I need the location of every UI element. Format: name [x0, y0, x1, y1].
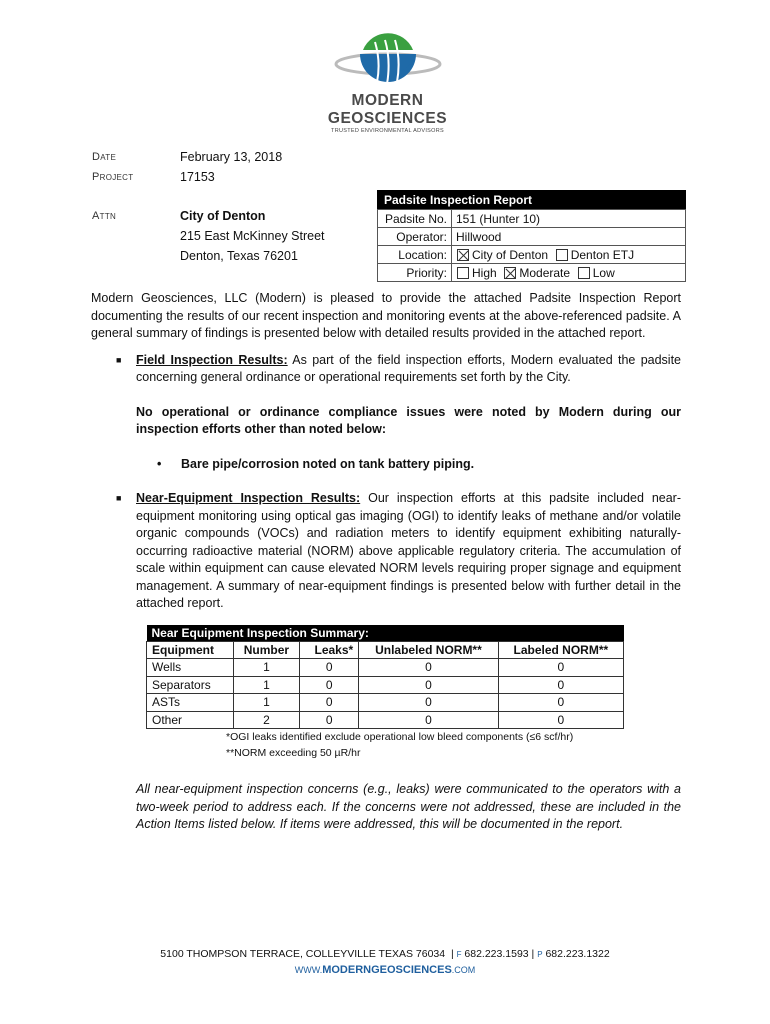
location-options [452, 246, 686, 264]
cell: 1 [233, 694, 300, 712]
cell: 0 [359, 659, 498, 677]
operator-label: Operator: [378, 228, 452, 246]
cell: Wells [147, 659, 234, 677]
footer-address: 5100 THOMPSON TERRACE, COLLEYVILLE TEXAS 76034 [160, 948, 446, 960]
near-section [91, 490, 681, 613]
cell: 1 [233, 659, 300, 677]
web-prefix: WWW. [294, 965, 323, 975]
cell: 0 [498, 694, 623, 712]
cell: Other [147, 711, 234, 729]
bullet-dot-icon: • [157, 456, 162, 471]
operator-value: Hillwood [452, 228, 686, 246]
cell: 1 [233, 676, 300, 694]
phone-number: 682.223.1322 [545, 948, 610, 960]
brand-tagline: TRUSTED ENVIRONMENTAL ADVISORS [331, 128, 444, 134]
checkbox-city-of-denton [457, 249, 469, 261]
priority-options [452, 264, 686, 282]
company-logo [295, 28, 480, 134]
padsite-no-label: Padsite No. [378, 210, 452, 228]
table-row [147, 659, 624, 677]
attn-city: Denton, Texas 76201 [180, 249, 298, 263]
checkbox-denton-etj [556, 249, 568, 261]
intro-paragraph: Modern Geosciences, LLC (Modern) is pleased to provide the attached Padsite Inspection Report documenting the results of our recent inspection and monitoring events at the above-referenced padsite. A general summary of findings is presented below with detailed results provided in the attached report. [91, 291, 681, 340]
equipment-summary-table [146, 625, 624, 730]
fax-label: F [456, 950, 462, 959]
field-text: As part of the field inspection efforts, Modern evaluated the padsite concerning general ordinance or operational requirements set forth by the City. [136, 352, 682, 384]
cell: 0 [498, 676, 623, 694]
checkbox-low [578, 267, 590, 279]
phone-label: P [537, 950, 543, 959]
note-norm: **NORM exceeding 50 µR/hr [226, 747, 361, 759]
cell: ASTs [147, 694, 234, 712]
table-row [147, 711, 624, 729]
table-row [147, 676, 624, 694]
attention-block [92, 206, 342, 266]
option-low: Low [592, 265, 615, 280]
cell: 0 [300, 659, 359, 677]
col-number: Number [233, 641, 300, 659]
footer: 5100 THOMPSON TERRACE, COLLEYVILLE TEXAS 76034 | F 682.223.1593 | P 682.223.1322 WWW.MODERNGEOSCIENCES.COM [0, 948, 770, 976]
fax-number: 682.223.1593 [464, 948, 529, 960]
cell: 0 [359, 694, 498, 712]
website-link[interactable] [0, 964, 770, 976]
option-city: City of Denton [472, 247, 549, 262]
project-label: Project [92, 171, 134, 183]
attn-name: City of Denton [180, 209, 266, 223]
padsite-title: Padsite Inspection Report [378, 191, 686, 210]
near-text: Our inspection efforts at this padsite included near-equipment monitoring using optical gas imaging (OGI) to identify leaks of methane and/or volatile organic compounds (VOCs) and radiation meters to identify equipment exhibiting naturally-occurring radioactive material (NORM) above applicable regulatory criteria. The accumulation of scale within equipment can cause elevated NORM levels requiring proper signage and equipment management. A summary of near-equipment findings is presented below with further detail in the attached report. [136, 491, 681, 610]
field-heading: Field Inspection Results: [136, 352, 288, 367]
col-labeled-norm: Labeled NORM** [498, 641, 623, 659]
cell: 0 [300, 676, 359, 694]
summary-title: Near Equipment Inspection Summary: [147, 625, 624, 642]
cell: 0 [359, 711, 498, 729]
checkbox-high [457, 267, 469, 279]
col-unlabeled-norm: Unlabeled NORM** [359, 641, 498, 659]
option-moderate: Moderate [519, 265, 571, 280]
date-value: February 13, 2018 [180, 150, 283, 164]
table-row [147, 694, 624, 712]
padsite-no: 151 (Hunter 10) [452, 210, 686, 228]
closing-paragraph: All near-equipment inspection concerns (e.g., leaks) were communicated to the operators with a two-week period to address each. If the concerns were not addressed, these are included in the Action Items listed below. If items were addressed, this will be documented in the report. [136, 782, 681, 831]
cell: 0 [300, 711, 359, 729]
note-ogi: *OGI leaks identified exclude operational low bleed components (≤6 scf/hr) [226, 731, 574, 743]
near-heading: Near-Equipment Inspection Results: [136, 491, 361, 505]
field-item: Bare pipe/corrosion noted on tank battery piping. [181, 456, 475, 471]
field-note: No operational or ordinance compliance issues were noted by Modern during our inspection efforts other than noted below: [136, 404, 681, 436]
letter-body [91, 290, 681, 834]
web-suffix: .COM [451, 965, 476, 975]
location-label: Location: [378, 246, 452, 264]
attn-street: 215 East McKinney Street [180, 229, 325, 243]
cell: 2 [233, 711, 300, 729]
brand-name: MODERN GEOSCIENCES [327, 92, 448, 127]
bullet-square-icon: ■ [116, 354, 122, 365]
field-section [91, 352, 681, 474]
memo-meta [92, 147, 342, 187]
date-label: Date [92, 151, 117, 163]
cell: 0 [498, 659, 623, 677]
cell: 0 [498, 711, 623, 729]
priority-label: Priority: [378, 264, 452, 282]
web-main: MODERNGEOSCIENCES [322, 964, 452, 976]
col-equipment: Equipment [147, 641, 234, 659]
col-leaks: Leaks* [300, 641, 359, 659]
project-value: 17153 [180, 170, 215, 184]
padsite-report-table [377, 190, 686, 282]
table-notes [226, 729, 681, 761]
attn-label: Attn [92, 210, 117, 222]
option-etj: Denton ETJ [570, 247, 635, 262]
option-high: High [472, 265, 497, 280]
cell: Separators [147, 676, 234, 694]
bullet-square-icon: ■ [116, 493, 122, 503]
globe-logo-icon [333, 28, 443, 90]
checkbox-moderate [504, 267, 516, 279]
cell: 0 [359, 676, 498, 694]
cell: 0 [300, 694, 359, 712]
